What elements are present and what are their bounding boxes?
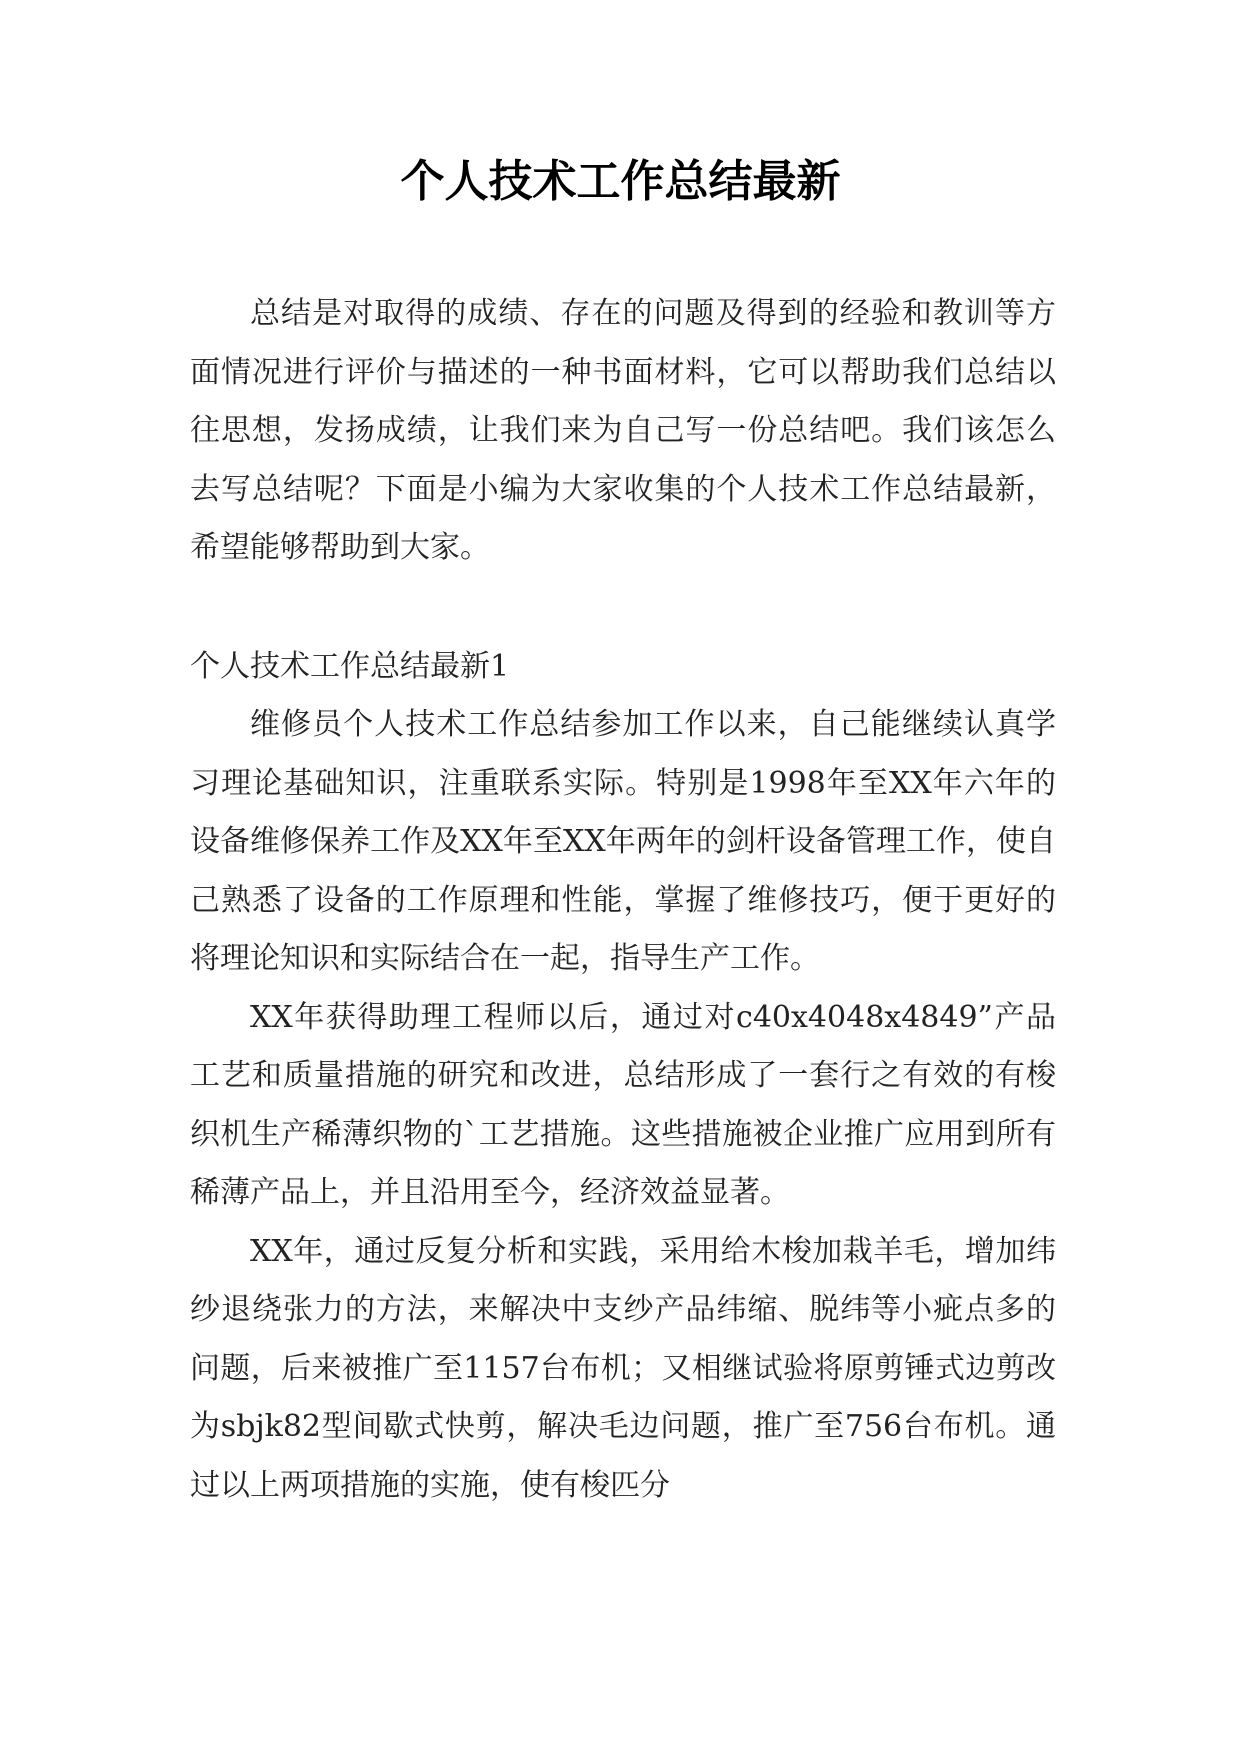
- intro-paragraph: 总结是对取得的成绩、存在的问题及得到的经验和教训等方面情况进行评价与描述的一种书面材料，它可以帮助我们总结以往思想，发扬成绩，让我们来为自己写一份总结吧。我们该怎么去写总结呢？下面是小编为大家收集的个人技术工作总结最新，希望能够帮助到大家。: [190, 296, 1056, 565]
- document-title: 个人技术工作总结最新: [400, 156, 841, 207]
- body-paragraph-2: XX年获得助理工程师以后，通过对c40x4048x4849”产品工艺和质量措施的研究和改进，总结形成了一套行之有效的有梭织机生产稀薄织物的`工艺措施。这些措施被企业推广应用到所有稀薄产品上，并且沿用至今，经济效益显著。: [190, 999, 1056, 1210]
- document-body: [190, 285, 1056, 1515]
- body-paragraph-3: XX年，通过反复分析和实践，采用给木梭加栽羊毛，增加纬纱退绕张力的方法，来解决中支纱产品纬缩、脱纬等小疵点多的问题，后来被推广至1157台布机；又相继试验将原剪锤式边剪改为sbjk82型间歇式快剪，解决毛边问题，推广至756台布机。通过以上两项措施的实施，使有梭匹分: [190, 1233, 1056, 1503]
- section-heading: 个人技术工作总结最新1: [190, 648, 510, 684]
- body-paragraph-1: 维修员个人技术工作总结参加工作以来，自己能继续认真学习理论基础知识，注重联系实际。特别是1998年至XX年六年的设备维修保养工作及XX年至XX年两年的剑杆设备管理工作，使自己熟悉了设备的工作原理和性能，掌握了维修技巧，便于更好的将理论知识和实际结合在一起，指导生产工作。: [190, 707, 1056, 976]
